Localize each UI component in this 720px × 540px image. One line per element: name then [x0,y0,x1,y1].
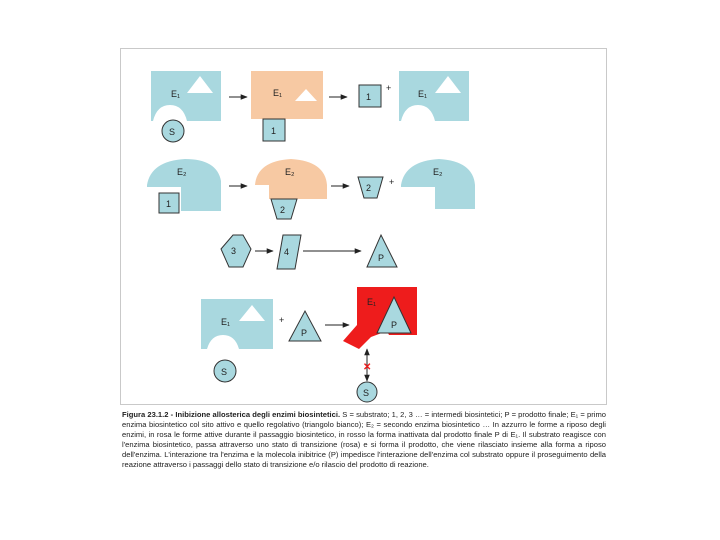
intermediate1-bound-row1 [263,119,285,141]
enzyme1-rest-shape [151,71,221,121]
enzyme1-rest-row1-right [399,71,469,121]
enzyme1-rest-row4 [201,299,273,349]
enzyme1-label: E₁ [221,317,231,327]
enzyme1-label: E₁ [418,89,428,99]
enzyme1-label: E₁ [171,89,181,99]
product-row3 [367,235,397,267]
figure-caption [122,410,606,469]
allosteric-inhibition-diagram [121,49,606,404]
intermediate2-released-row2 [358,177,383,198]
enzyme2-rest-row2-right [401,159,475,209]
enzyme1-inhibited-shape [343,287,417,349]
enzyme1-rest-shape [201,299,273,349]
intermediate3-row3 [221,235,251,267]
substrate-label: S [169,127,176,137]
figure-panel [120,48,607,405]
product-inhibitor-row4 [289,311,321,341]
intermediate2-bound-row2 [271,199,297,219]
enzyme1-rest-shape [399,71,469,121]
substrate-label: S [363,388,370,398]
enzyme2-active-label: E₂ [285,167,295,177]
substrate-label: S [221,367,228,377]
intermediate1-row2 [159,193,179,213]
product-label: P [391,320,398,330]
substrate-row4 [214,360,236,382]
intermediate4-row3 [277,235,301,269]
blocked-mark: ✕ [363,362,372,373]
plus-sign: + [279,315,285,325]
enzyme1-active-label: E₁ [273,88,283,98]
enzyme1-active-shape [251,71,323,119]
product-label: P [378,253,385,263]
intermediate2-label: 2 [280,205,286,215]
intermediate4-label: 4 [284,247,290,257]
enzyme2-active-row2 [255,159,327,199]
enzyme1-inhibited-row4 [343,287,417,349]
intermediate1-released-row1 [359,85,381,107]
enzyme1-rest-row1 [151,71,221,121]
product-label: P [301,328,308,338]
caption-body: S = substrato; 1, 2, 3 … = intermedi biosintetici; P = prodotto finale; E₁ = primo enzima biosintetico col sito attivo e quello regolativo (triangolo bianco); E₂ = secondo enzima biosintetico … In azzurro le forme a riposo degli enzimi, in rosa le forme attive durante il passaggio biosintetico, in rosso la forma inattivata dal prodotto finale P di E₁. Il substrato reagisce con l'enzima biosintetico, passa attraverso uno stato di transizione (rosa) e si forma il prodotto, che viene rilasciato insieme alla forma a riposo dell'enzima. L'interazione tra l'enzima e la molecola inibitrice (P) impedisce l'interazione dell'enzima col substrato oppure il proseguimento della reazione attraverso i passaggi dello stato di transizione e/o rilascio del prodotto di reazione. [122,410,606,469]
intermediate1-label: 1 [166,199,172,209]
intermediate2-label: 2 [366,183,372,193]
caption-figure-label: Figura 23.1.2 - Inibizione allosterica degli enzimi biosintetici. [122,410,341,419]
enzyme2-active-shape [255,159,327,199]
intermediate1-label: 1 [271,126,277,136]
enzyme2-label: E₂ [177,167,187,177]
intermediate1-label: 1 [366,92,372,102]
substrate-row1 [162,120,184,142]
plus-sign: + [386,83,392,93]
enzyme1-inhibited-label: E₁ [367,297,377,307]
enzyme1-active-row1 [251,71,323,119]
substrate-blocked [357,382,377,402]
enzyme2-rest-row2 [147,159,221,211]
enzyme2-label: E₂ [433,167,443,177]
intermediate3-label: 3 [231,246,237,256]
plus-sign: + [389,177,395,187]
